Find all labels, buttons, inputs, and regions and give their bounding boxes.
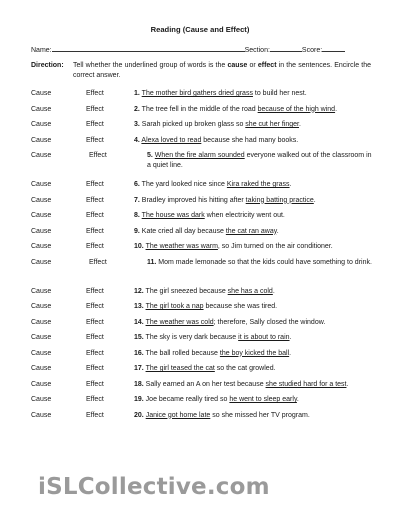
question-item bbox=[31, 180, 381, 196]
question-number: 20. bbox=[134, 411, 144, 419]
question-sentence: 8. The house was dark when electricity went out. bbox=[134, 212, 285, 219]
cause-option[interactable]: Cause bbox=[31, 121, 52, 128]
cause-option[interactable]: Cause bbox=[31, 181, 52, 188]
question-number: 6. bbox=[134, 181, 140, 188]
question-item bbox=[31, 89, 381, 105]
question-number: 16. bbox=[134, 349, 144, 357]
effect-option[interactable]: Effect bbox=[86, 380, 104, 388]
question-sentence: 10. The weather was warm, so Jim turned on the air conditioner. bbox=[134, 243, 333, 250]
question-number: 14. bbox=[134, 318, 144, 326]
cause-option[interactable]: Cause bbox=[31, 380, 52, 388]
question-item bbox=[31, 151, 381, 180]
question-item bbox=[31, 364, 381, 380]
question-item bbox=[31, 258, 381, 287]
underlined-phrase: he went to sleep early bbox=[229, 396, 297, 403]
score-label: Score: bbox=[301, 47, 323, 54]
question-item bbox=[31, 136, 381, 152]
question-number: 9. bbox=[134, 227, 140, 235]
question-item bbox=[31, 287, 381, 303]
direction-block bbox=[31, 61, 371, 81]
question-sentence: 7. Bradley improved his hitting after taking batting practice. bbox=[134, 196, 316, 204]
effect-option[interactable]: Effect bbox=[86, 243, 104, 250]
cause-option[interactable]: Cause bbox=[31, 287, 52, 295]
section-label: Section: bbox=[244, 47, 270, 54]
underlined-phrase: because of the high wind bbox=[257, 105, 336, 113]
effect-option[interactable]: Effect bbox=[86, 334, 104, 341]
question-item bbox=[31, 318, 381, 334]
underlined-phrase: it is about to rain bbox=[238, 334, 290, 341]
worksheet-title: Reading (Cause and Effect) bbox=[150, 25, 250, 34]
question-sentence: 6. The yard looked nice since Kira raked the grass. bbox=[134, 181, 292, 188]
cause-option[interactable]: Cause bbox=[31, 411, 52, 419]
underlined-phrase: The weather was warm bbox=[145, 243, 218, 250]
question-sentence: 13. The girl took a nap because she was tired. bbox=[134, 303, 278, 310]
effect-option[interactable]: Effect bbox=[86, 303, 104, 310]
direction-text: Tell whether the underlined group of words is the cause or effect in the sentences. Encircle the correct answer. bbox=[73, 62, 371, 79]
question-number: 5. bbox=[147, 152, 153, 159]
effect-option[interactable]: Effect bbox=[89, 258, 107, 266]
cause-option[interactable]: Cause bbox=[31, 318, 52, 326]
question-sentence: 16. The ball rolled because the boy kicked the ball. bbox=[134, 349, 292, 357]
name-section-score-line bbox=[31, 44, 371, 54]
effect-option[interactable]: Effect bbox=[86, 212, 104, 219]
question-list bbox=[31, 89, 381, 426]
question-sentence: 20. Janice got home late so she missed her TV program. bbox=[134, 411, 310, 419]
question-number: 13. bbox=[134, 303, 144, 310]
underlined-phrase: she studied hard for a test bbox=[265, 380, 347, 388]
question-number: 2. bbox=[134, 105, 140, 113]
underlined-phrase: The weather was cold bbox=[145, 318, 214, 326]
question-sentence: 3. Sarah picked up broken glass so she cut her finger. bbox=[134, 121, 301, 128]
question-sentence: 4. Alexa loved to read because she had many books. bbox=[134, 136, 299, 144]
question-sentence: 2. The tree fell in the middle of the road because of the high wind. bbox=[134, 105, 338, 113]
effect-option[interactable]: Effect bbox=[86, 227, 104, 235]
question-number: 12. bbox=[134, 287, 144, 295]
effect-option[interactable]: Effect bbox=[86, 136, 104, 144]
question-sentence: 12. The girl sneezed because she has a cold. bbox=[134, 287, 275, 295]
underlined-phrase: The girl took a nap bbox=[145, 303, 204, 310]
underlined-phrase: Janice got home late bbox=[145, 411, 211, 419]
effect-option[interactable]: Effect bbox=[86, 349, 104, 357]
cause-option[interactable]: Cause bbox=[31, 258, 52, 266]
effect-option[interactable]: Effect bbox=[86, 90, 104, 97]
underlined-phrase: When the fire alarm sounded bbox=[154, 152, 245, 159]
underlined-phrase: the cat ran away bbox=[225, 227, 277, 235]
watermark-logo: iSLCollective.com bbox=[38, 474, 270, 500]
effect-option[interactable]: Effect bbox=[86, 411, 104, 419]
question-item bbox=[31, 349, 381, 365]
underlined-phrase: she has a cold bbox=[227, 287, 273, 295]
question-sentence: 9. Kate cried all day because the cat ran away. bbox=[134, 227, 279, 235]
question-number: 8. bbox=[134, 212, 140, 219]
name-blank[interactable] bbox=[52, 44, 245, 52]
question-item bbox=[31, 120, 381, 136]
underlined-phrase: The girl teased the cat bbox=[145, 365, 215, 372]
effect-option[interactable]: Effect bbox=[86, 196, 104, 204]
name-label: Name: bbox=[31, 47, 52, 54]
effect-option[interactable]: Effect bbox=[86, 287, 104, 295]
question-item bbox=[31, 395, 381, 411]
effect-option[interactable]: Effect bbox=[86, 105, 104, 113]
question-item bbox=[31, 227, 381, 243]
cause-option[interactable]: Cause bbox=[31, 196, 52, 204]
effect-option[interactable]: Effect bbox=[89, 152, 107, 159]
underlined-phrase: The house was dark bbox=[141, 212, 205, 219]
cause-option[interactable]: Cause bbox=[31, 105, 52, 113]
score-blank[interactable] bbox=[322, 44, 345, 52]
cause-option[interactable]: Cause bbox=[31, 365, 52, 372]
cause-option[interactable]: Cause bbox=[31, 243, 52, 250]
cause-option[interactable]: Cause bbox=[31, 227, 52, 235]
question-item bbox=[31, 302, 381, 318]
underlined-phrase: The mother bird gathers dried grass bbox=[141, 90, 253, 97]
cause-option[interactable]: Cause bbox=[31, 212, 52, 219]
effect-option[interactable]: Effect bbox=[86, 365, 104, 372]
question-number: 18. bbox=[134, 380, 144, 388]
cause-option[interactable]: Cause bbox=[31, 303, 52, 310]
underlined-phrase: taking batting practice bbox=[245, 196, 314, 204]
question-item bbox=[31, 211, 381, 227]
question-item bbox=[31, 105, 381, 121]
question-sentence: 14. The weather was cold; therefore, Sally closed the window. bbox=[134, 318, 326, 326]
question-sentence: 19. Joe became really tired so he went to sleep early. bbox=[134, 396, 299, 403]
question-sentence: 1. The mother bird gathers dried grass to build her nest. bbox=[134, 90, 307, 97]
question-sentence: 15. The sky is very dark because it is about to rain. bbox=[134, 334, 292, 341]
direction-label: Direction: bbox=[31, 62, 64, 69]
underlined-phrase: she cut her finger bbox=[245, 121, 299, 128]
question-number: 3. bbox=[134, 121, 140, 128]
question-item bbox=[31, 196, 381, 212]
question-number: 11. bbox=[147, 258, 157, 266]
question-number: 15. bbox=[134, 334, 144, 341]
underlined-phrase: Kira raked the grass bbox=[226, 181, 290, 188]
section-blank[interactable] bbox=[270, 44, 302, 52]
question-item bbox=[31, 242, 381, 258]
cause-option[interactable]: Cause bbox=[31, 90, 52, 97]
cause-option[interactable]: Cause bbox=[31, 152, 52, 159]
question-sentence: 11. Mom made lemonade so that the kids could have something to drink. bbox=[147, 258, 372, 266]
effect-option[interactable]: Effect bbox=[86, 181, 104, 188]
underlined-phrase: Alexa loved to read bbox=[141, 136, 202, 144]
question-number: 19. bbox=[134, 396, 144, 403]
cause-option[interactable]: Cause bbox=[31, 349, 52, 357]
effect-option[interactable]: Effect bbox=[86, 396, 104, 403]
question-number: 1. bbox=[134, 90, 140, 97]
cause-option[interactable]: Cause bbox=[31, 334, 52, 341]
cause-option[interactable]: Cause bbox=[31, 396, 52, 403]
cause-option[interactable]: Cause bbox=[31, 136, 52, 144]
underlined-phrase: the boy kicked the ball bbox=[219, 349, 290, 357]
question-number: 7. bbox=[134, 196, 140, 204]
effect-option[interactable]: Effect bbox=[86, 121, 104, 128]
question-item bbox=[31, 380, 381, 396]
question-number: 10. bbox=[134, 243, 144, 250]
effect-option[interactable]: Effect bbox=[86, 318, 104, 326]
question-number: 17. bbox=[134, 365, 144, 372]
question-number: 4. bbox=[134, 136, 140, 144]
question-item bbox=[31, 411, 381, 427]
question-sentence: 17. The girl teased the cat so the cat growled. bbox=[134, 365, 276, 372]
question-sentence: 18. Sally earned an A on her test because she studied hard for a test. bbox=[134, 380, 349, 388]
question-sentence: 5. When the fire alarm sounded everyone walked out of the classroom in a quiet line. bbox=[147, 152, 372, 169]
question-item bbox=[31, 333, 381, 349]
